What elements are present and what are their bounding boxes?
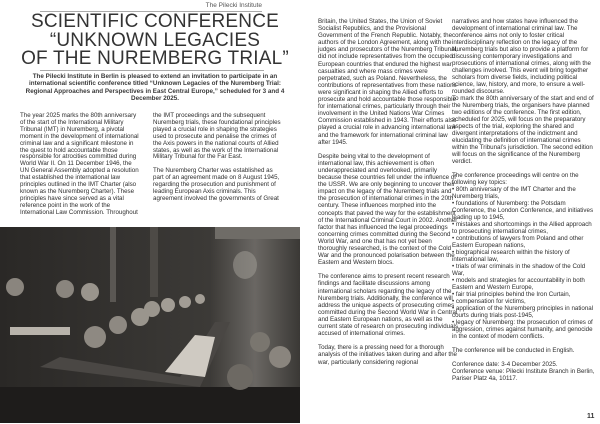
text-column-2 [153,113,283,210]
topic-item: • application of the Nuremberg principles in national courts during trials post-1945, [452,305,594,319]
topic-item: • foundations of Nuremberg: the Potsdam Conference, the London Conference, and initiatives leading up to 1945, [452,200,594,221]
topic-item: • models and strategies for accountability in both Eastern and Western Europe, [452,277,585,291]
topic-list [452,186,598,340]
topic-item: • legacy of Nuremberg: the prosecution of crimes of aggression, crimes against humanity, and genocide in the context of modern conflicts. [452,319,593,340]
topic-item: • contributions of lawyers from Poland and other Eastern European nations, [452,235,584,249]
text-column-1 [20,113,142,223]
language-note: The conference will be conducted in English. [452,347,575,354]
text-column-3 [318,18,460,373]
topic-item: • mistakes and shortcomings in the Allied approach to prosecuting international crimes, [452,221,592,235]
page-title [0,13,310,69]
conference-date: Conference date: 3-4 December 2025. [452,361,558,368]
topic-item: • 80th anniversary of the IMT Charter and the Nuremberg trials, [452,186,576,200]
text-column-4 [452,18,598,382]
intro-paragraph: The Pilecki Institute in Berlin is pleased to extend an invitation to participate in an international scientific conference titled “Unknown Legacies of the Nuremberg Trial: Regional Approaches and Perspectives in East Central Europe,” scheduled for 3 and 4 December 2025. [25,73,285,102]
running-header: The Pilecki Institute [40,2,262,12]
nuremberg-trial-photo [0,227,300,423]
paragraph: narratives and how states have influenced the development of international criminal law. The conference aims not only to foster critical interdisciplinary reflection on the legacy of the Nuremberg trials but also to provide a platform for discussing contemporary investigations and prosecutions of international crimes, along with the challenges involved. This event will bring together scholars from diverse fields, including political science, law, history, and more, to ensure a well-rounded discourse. [452,18,591,95]
title-line: SCIENTIFIC CONFERENCE [30,11,280,32]
paragraph: To mark the 80th anniversary of the start and end of the Nuremberg trials, the organisers have planned two editions of the conference. The first edition, scheduled for 2025, will focus on the preparatory aspects of the trial, exploring the shared and divergent interpretations of the indictment and elucidating the definition of international crimes within the Tribunal’s jurisdiction. The second edition will focus on the significance of the Nuremberg verdict. [452,95,594,165]
conference-venue: Conference venue: Pilecki Institute Branch in Berlin, Pariser Platz 4a, 10117. [452,368,595,382]
paragraph: the IMT proceedings and the subsequent Nuremberg trials, these foundational principles played a crucial role in shaping the strategies used to prosecute and penalise the crimes of the Axis powers in the national courts of Allied states, as well as the work of the International Military Tribunal for the Far East. [153,112,281,161]
topic-item: • trials of war criminals in the shadow of the Cold War, [452,263,586,277]
topics-intro: The conference proceedings will centre on the following key topics: [452,172,579,186]
paragraph: The Nuremberg Charter was established as part of an agreement made on 8 August 1945, regarding the prosecution and punishment of leading European Axis criminals. This agreement involved the governments of Great [153,167,280,202]
paragraph: Today, there is a pressing need for a thorough analysis of the initiatives taken during and after the war, particularly considering regional [318,344,457,366]
title-line: OF THE NUREMBERG TRIAL” [21,48,289,69]
paragraph: The conference aims to present recent research findings and facilitate discussions among international scholars regarding the legacy of the Nuremberg trials. Additionally, the conference will address the unique aspects of prosecuting crimes committed during the Second World War in Central and Eastern European nations, as well as the current state of research on prosecuting individuals accused of international crimes. [318,273,458,338]
topic-item: • biographical research within the history of international law, [452,249,570,263]
paragraph: Despite being vital to the development of international law, this achievement is often underappreciated and overlooked, primarily because these countries fell under the influence of the USSR. We are only beginning to uncover their impact on the legacy of the Nuremberg trials and the prosecution of international crimes in the 20th century. These influences morphed into the concepts that paved the way for the establishment of the International Criminal Court in 2002. Another factor that has influenced the legal proceedings concerning crimes committed during the Second World War, and one that has not yet been thoroughly researched, is the context of the Cold War and the pronounced polarisation between the Eastern and Western blocs. [318,152,458,267]
page-number: 11 [587,413,595,420]
topic-item: • fair trial principles behind the Iron Curtain, [452,291,571,298]
title-divider [40,70,264,71]
paragraph: Britain, the United States, the Union of Soviet Socialist Republics, and the Provisional Government of the French Republic. Notably, the authors of the London Agreement, along with the judges and prosecutors of the Nuremberg Tribunal, did not include representatives from the occupied European countries that endured the highest war casualties and where mass crimes were perpetrated, such as Poland. Nevertheless, the contributions of representatives from these nations were significant in shaping the Allied efforts to prosecute and hold accountable those responsible for international crimes, particularly through their involvement in the United Nations War Crimes Commission established in 1943. Their efforts also played a crucial role in advancing international law and the framework for international criminal law after 1945. [318,18,458,146]
title-line: “UNKNOWN LEGACIES [49,29,261,51]
paragraph: The year 2025 marks the 80th anniversary of the start of the International Military Tribunal (IMT) in Nuremberg, a pivotal moment in the development of international criminal law and a significant milestone in the quest to hold accountable those responsible for atrocities committed during World War II. On 11 December 1946, the UN General Assembly adopted a resolution that established the international law principles outlined in the IMT Charter (also known as the Nuremberg Charter). These principles have since served as a vital reference point in the work of the International Law Commission. Throughout [20,112,139,216]
topic-item: • compensation for victims, [452,298,526,305]
